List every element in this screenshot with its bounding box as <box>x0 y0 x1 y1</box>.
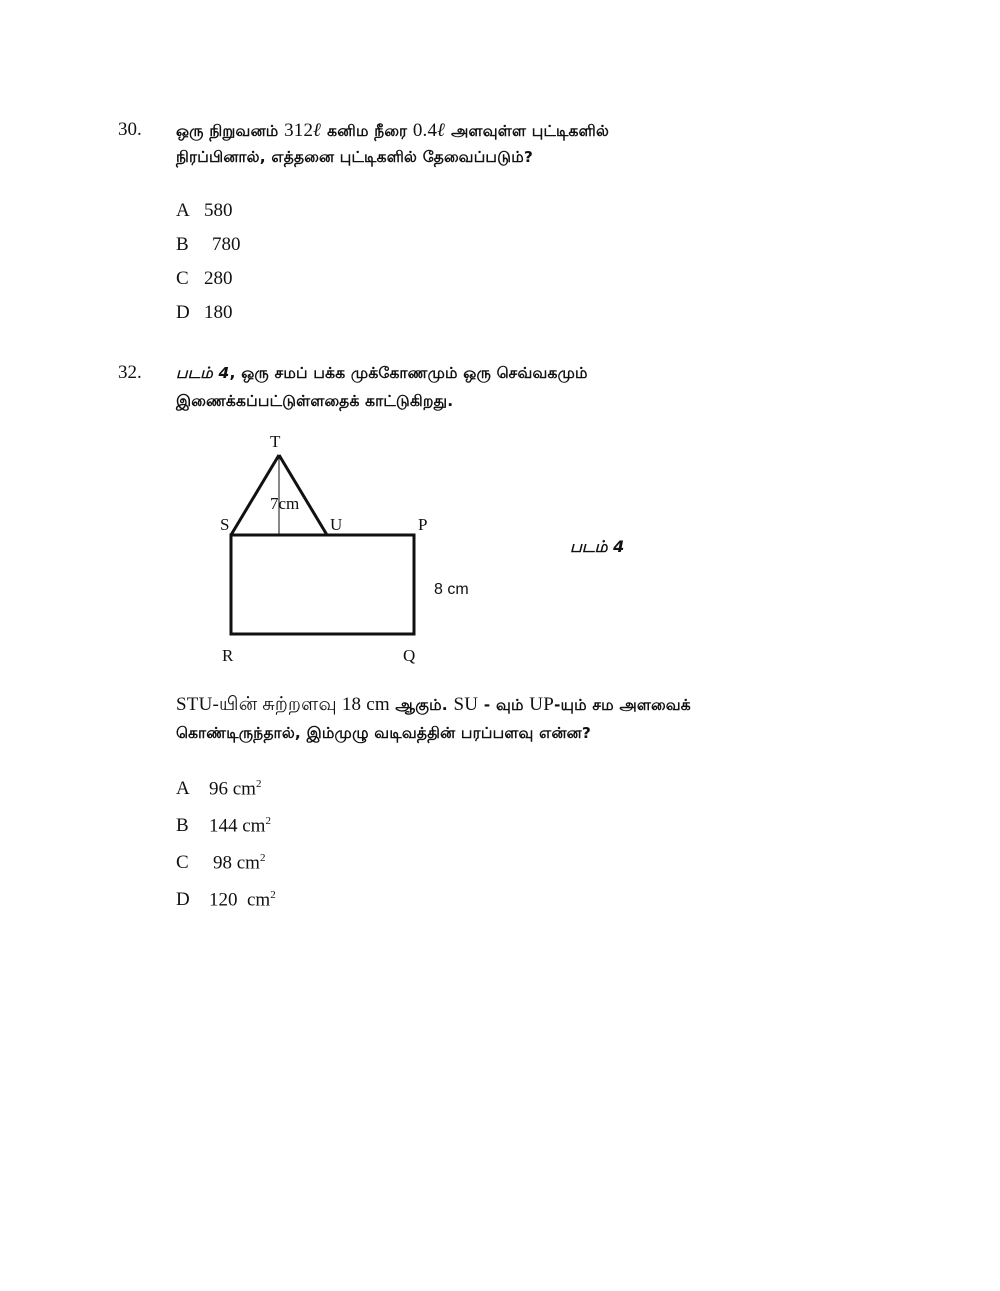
option-value: 98 cm <box>213 852 260 874</box>
option-value: 96 cm <box>209 778 256 800</box>
q32-body-c: - வும் <box>478 696 530 714</box>
option-letter: C <box>176 852 189 874</box>
q30-line1-b: கனிம நீரை <box>321 122 413 140</box>
q32-line1-rest: , ஒரு சமப் பக்க முக்கோணமும் ஒரு செவ்வகமும் <box>229 364 588 382</box>
vertex-label-q: Q <box>403 646 416 665</box>
q32-body-a: STU-யின் சுற்றளவு <box>176 694 342 715</box>
option-value: 280 <box>204 268 233 289</box>
option-letter: A <box>176 778 190 800</box>
option-value: 780 <box>212 234 241 255</box>
q32-segment-su: SU <box>453 694 479 715</box>
q32-option-d[interactable] <box>176 889 276 911</box>
option-letter: D <box>176 302 190 323</box>
option-value: 180 <box>204 302 233 323</box>
figure-caption: படம் 4 <box>570 537 625 556</box>
q32-body-line2: கொண்டிருந்தால், இம்முழு வடிவத்தின் பரப்பளவு என்ன? <box>176 724 592 742</box>
option-exponent: 2 <box>259 852 266 864</box>
vertex-label-s: S <box>220 515 230 534</box>
q30-line1-c: அளவுள்ள புட்டிகளில் <box>445 122 610 140</box>
option-letter: B <box>176 815 189 837</box>
option-value: 120 cm <box>209 889 271 911</box>
rectangle-pqrs <box>231 535 414 634</box>
q32-option-b[interactable] <box>176 815 271 837</box>
q32-body-line1 <box>176 694 691 718</box>
q30-liter-symbol-1: ℓ <box>313 120 322 141</box>
q32-option-a[interactable] <box>176 778 261 800</box>
q30-liter-symbol-2: ℓ <box>437 120 446 141</box>
q32-number: 32. <box>118 362 142 383</box>
q32-perimeter-value: 18 cm <box>341 694 390 715</box>
side-length-label: 8 cm <box>434 581 469 598</box>
q30-volume-04: 0.4 <box>412 120 438 141</box>
q32-body-b: ஆகும். <box>389 696 454 714</box>
option-letter: B <box>176 234 189 255</box>
option-letter: A <box>176 200 190 221</box>
option-exponent: 2 <box>265 815 271 827</box>
height-label: 7cm <box>270 494 300 513</box>
vertex-label-p: P <box>418 515 428 534</box>
q30-volume-312: 312 <box>284 120 314 141</box>
q32-body-d: -யும் சம அளவைக் <box>554 696 691 714</box>
option-exponent: 2 <box>270 889 276 901</box>
option-letter: C <box>176 268 189 289</box>
q30-number: 30. <box>118 119 142 140</box>
q32-segment-up: UP <box>529 694 554 715</box>
vertex-label-t: T <box>270 432 281 451</box>
vertex-label-u: U <box>330 515 343 534</box>
q32-option-c[interactable] <box>176 852 265 874</box>
q32-figure-reference: படம் 4 <box>176 364 230 382</box>
q30-text-line2: நிரப்பினால், எத்தனை புட்டிகளில் தேவைப்படும்? <box>176 148 534 166</box>
q30-line1-a: ஒரு நிறுவனம் <box>176 122 285 140</box>
q32-text-line2: இணைக்கப்பட்டுள்ளதைக் காட்டுகிறது. <box>176 392 454 410</box>
option-value: 144 cm <box>209 815 266 837</box>
option-value: 580 <box>204 200 233 221</box>
option-letter: D <box>176 889 190 911</box>
option-exponent: 2 <box>255 778 262 790</box>
vertex-label-r: R <box>222 646 234 665</box>
